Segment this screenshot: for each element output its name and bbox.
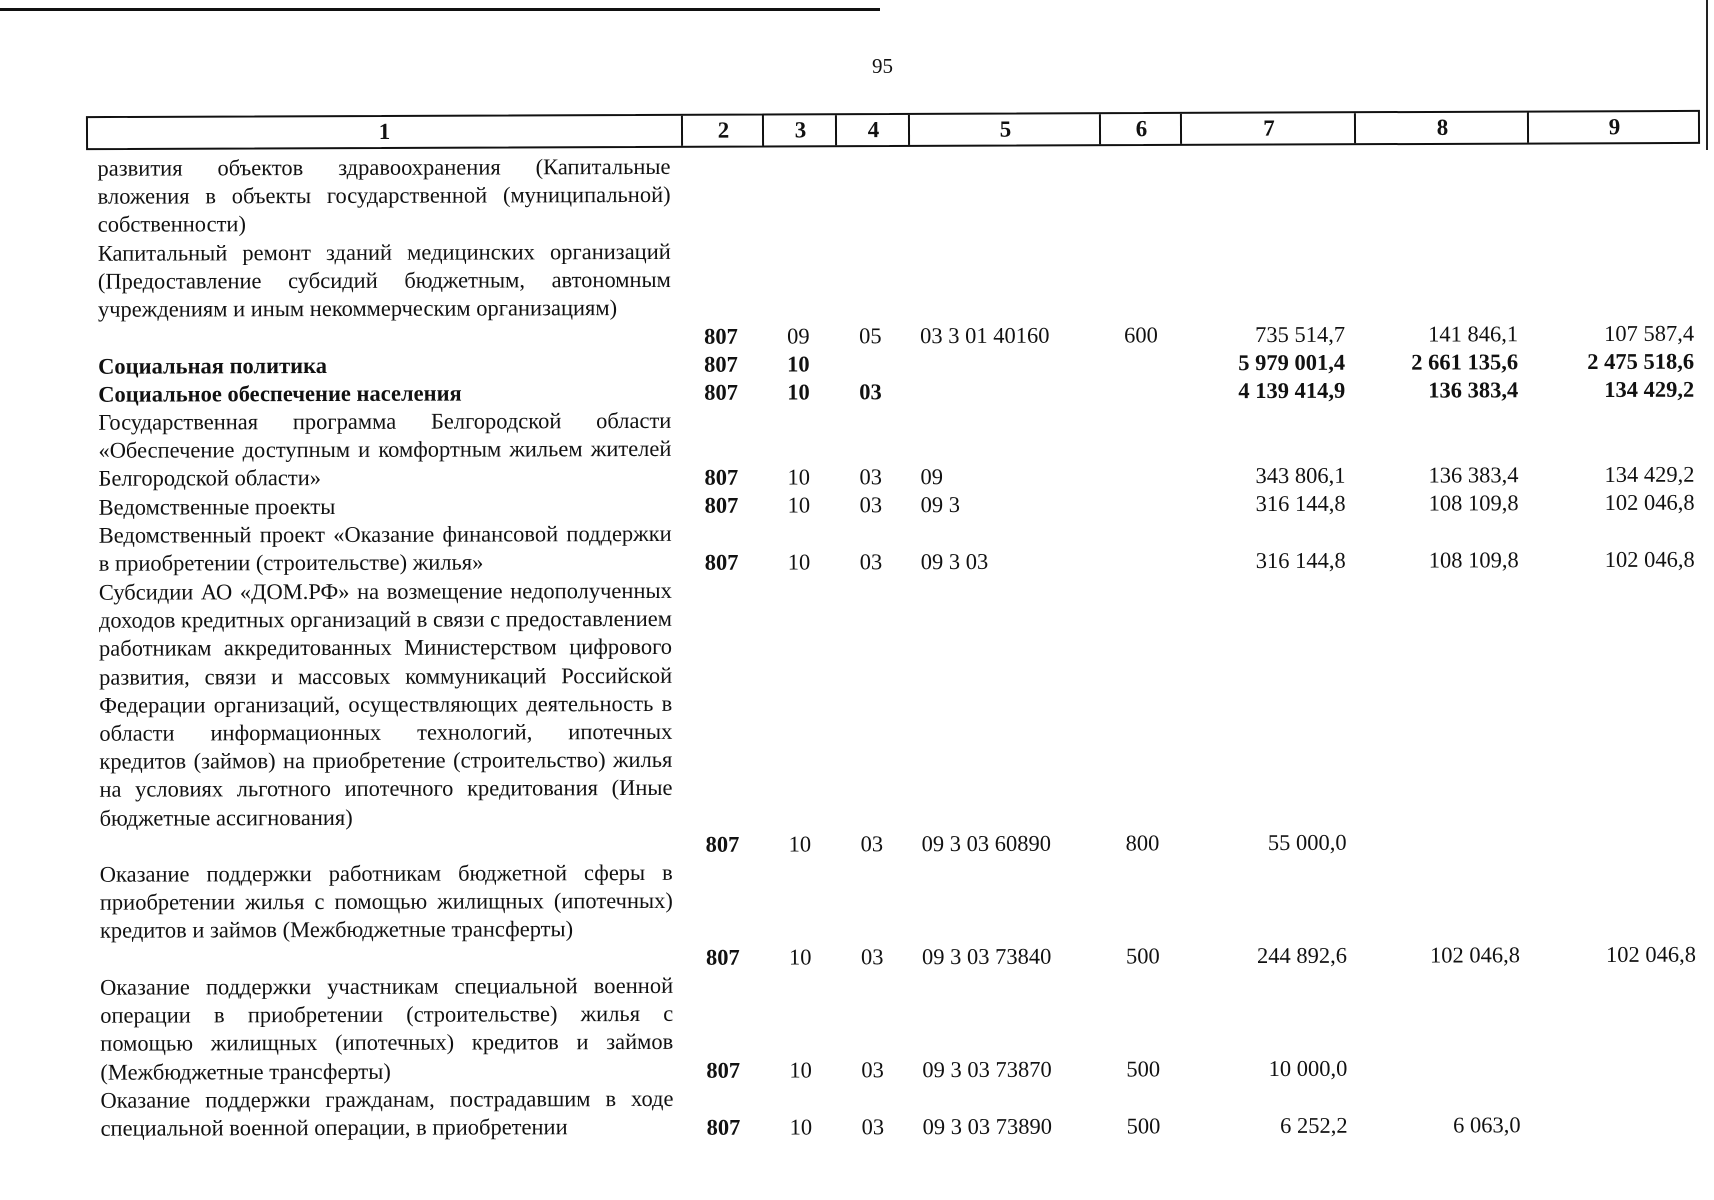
cell-amount-9: 107 587,4	[1604, 320, 1695, 346]
row-description: Оказание поддержки гражданам, пострадавшим в ходе специальной военной операции, в приобретении	[100, 1085, 674, 1141]
cell-code-3: 10	[788, 831, 812, 857]
header-col-1: 1	[378, 118, 391, 144]
cell-code-4: 05	[859, 323, 882, 349]
cell-amount-7: 4 139 414,9	[1238, 377, 1346, 404]
cell-code-2: 807	[705, 944, 740, 970]
row-description: Субсидии АО «ДОМ.РФ» на возмещение недополученных доходов кредитных организаций в связи с предоставлением работникам аккредитованных Министерством цифрового развития, связи и массовых коммуникаций Российской Федерации организаций, осуществляющих деятельность в области информационных технологий, ипотечных кредитов (займов) на приобретение (строительство) жилья на условиях льготного ипотечного кредитования (Иные бюджетные ассигнования)	[98, 577, 673, 831]
cell-amount-7: 5 979 001,4	[1238, 349, 1346, 376]
cell-amount-7: 343 806,1	[1255, 462, 1346, 489]
row-description: развития объектов здравоохранения (Капитальные вложения в объекты государственной (муниципальной) собственности)	[97, 153, 671, 238]
cell-amount-8: 6 063,0	[1453, 1112, 1521, 1138]
header-col-5: 5	[908, 114, 1101, 145]
table-row	[1, 404, 1714, 494]
row-description: Ведомственный проект «Оказание финансовой поддержки в приобретении (строительстве) жилья»	[98, 520, 672, 576]
cell-code-5: 09 3 03	[920, 548, 989, 575]
cell-code-3: 10	[787, 351, 810, 377]
cell-code-4: 03	[859, 379, 882, 405]
cell-amount-7: 735 514,7	[1255, 321, 1346, 348]
cell-code-2: 807	[704, 549, 739, 575]
cell-code-5: 09 3	[920, 491, 961, 518]
cell-code-4: 03	[859, 549, 883, 575]
cell-amount-7: 244 892,6	[1256, 942, 1348, 969]
table-row	[1, 235, 1714, 353]
cell-code-5: 09 3 03 60890	[921, 830, 1052, 857]
cell-amount-9: 2 475 518,6	[1587, 348, 1695, 375]
page-number: 95	[872, 54, 893, 78]
cell-code-4: 03	[861, 1057, 884, 1083]
cell-amount-9: 102 046,8	[1604, 489, 1695, 515]
header-col-2: 2	[681, 115, 764, 145]
cell-amount-9: 134 429,2	[1604, 461, 1695, 487]
cell-code-3: 10	[787, 492, 811, 518]
cell-code-6: 500	[1125, 943, 1160, 969]
cell-amount-8: 141 846,1	[1428, 321, 1519, 347]
cell-code-4: 03	[859, 492, 883, 518]
cell-amount-7: 316 144,8	[1255, 547, 1346, 574]
cell-code-5: 09	[920, 464, 944, 490]
header-col-3: 3	[762, 115, 837, 145]
cell-code-6: 500	[1126, 1056, 1161, 1082]
cell-code-4: 03	[860, 831, 884, 857]
row-description: Оказание поддержки работникам бюджетной сферы в приобретении жилья с помощью жилищных (ипотечных) кредитов и займов (Межбюджетные трансферты)	[99, 859, 673, 944]
cell-code-5: 09 3 03 73840	[921, 943, 1052, 970]
cell-amount-7: 10 000,0	[1268, 1055, 1348, 1082]
cell-code-3: 10	[787, 549, 811, 575]
row-description: Ведомственные проекты	[98, 493, 336, 520]
cell-code-4: 03	[859, 464, 883, 490]
header-col-6: 6	[1099, 114, 1182, 144]
cell-code-2: 807	[706, 1057, 741, 1083]
header-col-7: 7	[1180, 113, 1356, 144]
cell-code-2: 807	[706, 1114, 741, 1140]
cell-code-3: 10	[787, 464, 811, 490]
row-description: Государственная программа Белгородской области «Обеспечение доступным и комфортным жильем жителей Белгородской области»	[98, 407, 672, 492]
cell-code-2: 807	[705, 831, 740, 857]
cell-code-6: 800	[1125, 830, 1160, 856]
cell-code-3: 10	[787, 379, 810, 405]
cell-code-5: 09 3 03 73870	[922, 1056, 1052, 1083]
cell-code-5: 09 3 03 73890	[922, 1113, 1052, 1140]
cell-amount-7: 316 144,8	[1255, 490, 1346, 517]
cell-amount-8: 2 661 135,6	[1411, 349, 1519, 375]
header-col-4: 4	[835, 115, 910, 145]
cell-code-3: 09	[787, 323, 810, 349]
cell-amount-9: 102 046,8	[1605, 941, 1697, 967]
header-col-8: 8	[1354, 113, 1529, 144]
cell-amount-9: 102 046,8	[1604, 546, 1695, 572]
cell-amount-8: 108 109,8	[1428, 490, 1519, 516]
table-row	[2, 574, 1714, 861]
cell-code-2: 807	[704, 464, 739, 490]
cell-code-4: 03	[861, 1114, 885, 1140]
cell-code-3: 10	[788, 944, 812, 970]
cell-code-2: 807	[704, 492, 739, 518]
cell-code-2: 807	[704, 379, 739, 405]
row-description: Социальное обеспечение населения	[98, 380, 462, 407]
cell-amount-8: 136 383,4	[1428, 377, 1519, 403]
cell-code-6: 600	[1124, 322, 1158, 348]
cell-code-2: 807	[704, 323, 738, 349]
cell-amount-8: 102 046,8	[1429, 942, 1521, 968]
cell-amount-8: 108 109,8	[1428, 547, 1519, 573]
table-row	[0, 150, 1714, 240]
row-description: Социальная политика	[98, 352, 328, 379]
cell-amount-7: 6 252,2	[1280, 1112, 1348, 1138]
row-description: Капитальный ремонт зданий медицинских организаций (Предоставление субсидий бюджетным, автономным учреждениям и иным некоммерческим организациям)	[97, 238, 671, 323]
cell-code-5: 03 3 01 40160	[920, 322, 1050, 349]
cell-code-3: 10	[789, 1114, 813, 1140]
cell-amount-8: 136 383,4	[1428, 462, 1519, 488]
table-row	[2, 517, 1714, 579]
cell-code-6: 500	[1126, 1113, 1161, 1139]
cell-code-4: 03	[860, 944, 884, 970]
table-row	[3, 1082, 1714, 1144]
cell-code-3: 10	[789, 1057, 812, 1083]
cell-amount-9: 134 429,2	[1604, 376, 1695, 402]
row-description: Оказание поддержки участникам специальной военной операции в приобретении (строительстве) жилья с помощью жилищных (ипотечных) кредитов и займов (Межбюджетные трансферты)	[100, 972, 674, 1085]
cell-amount-7: 55 000,0	[1267, 829, 1347, 856]
table-row	[3, 969, 1714, 1087]
cell-code-2: 807	[704, 351, 738, 377]
header-col-9: 9	[1527, 112, 1700, 143]
table-row	[3, 856, 1714, 974]
